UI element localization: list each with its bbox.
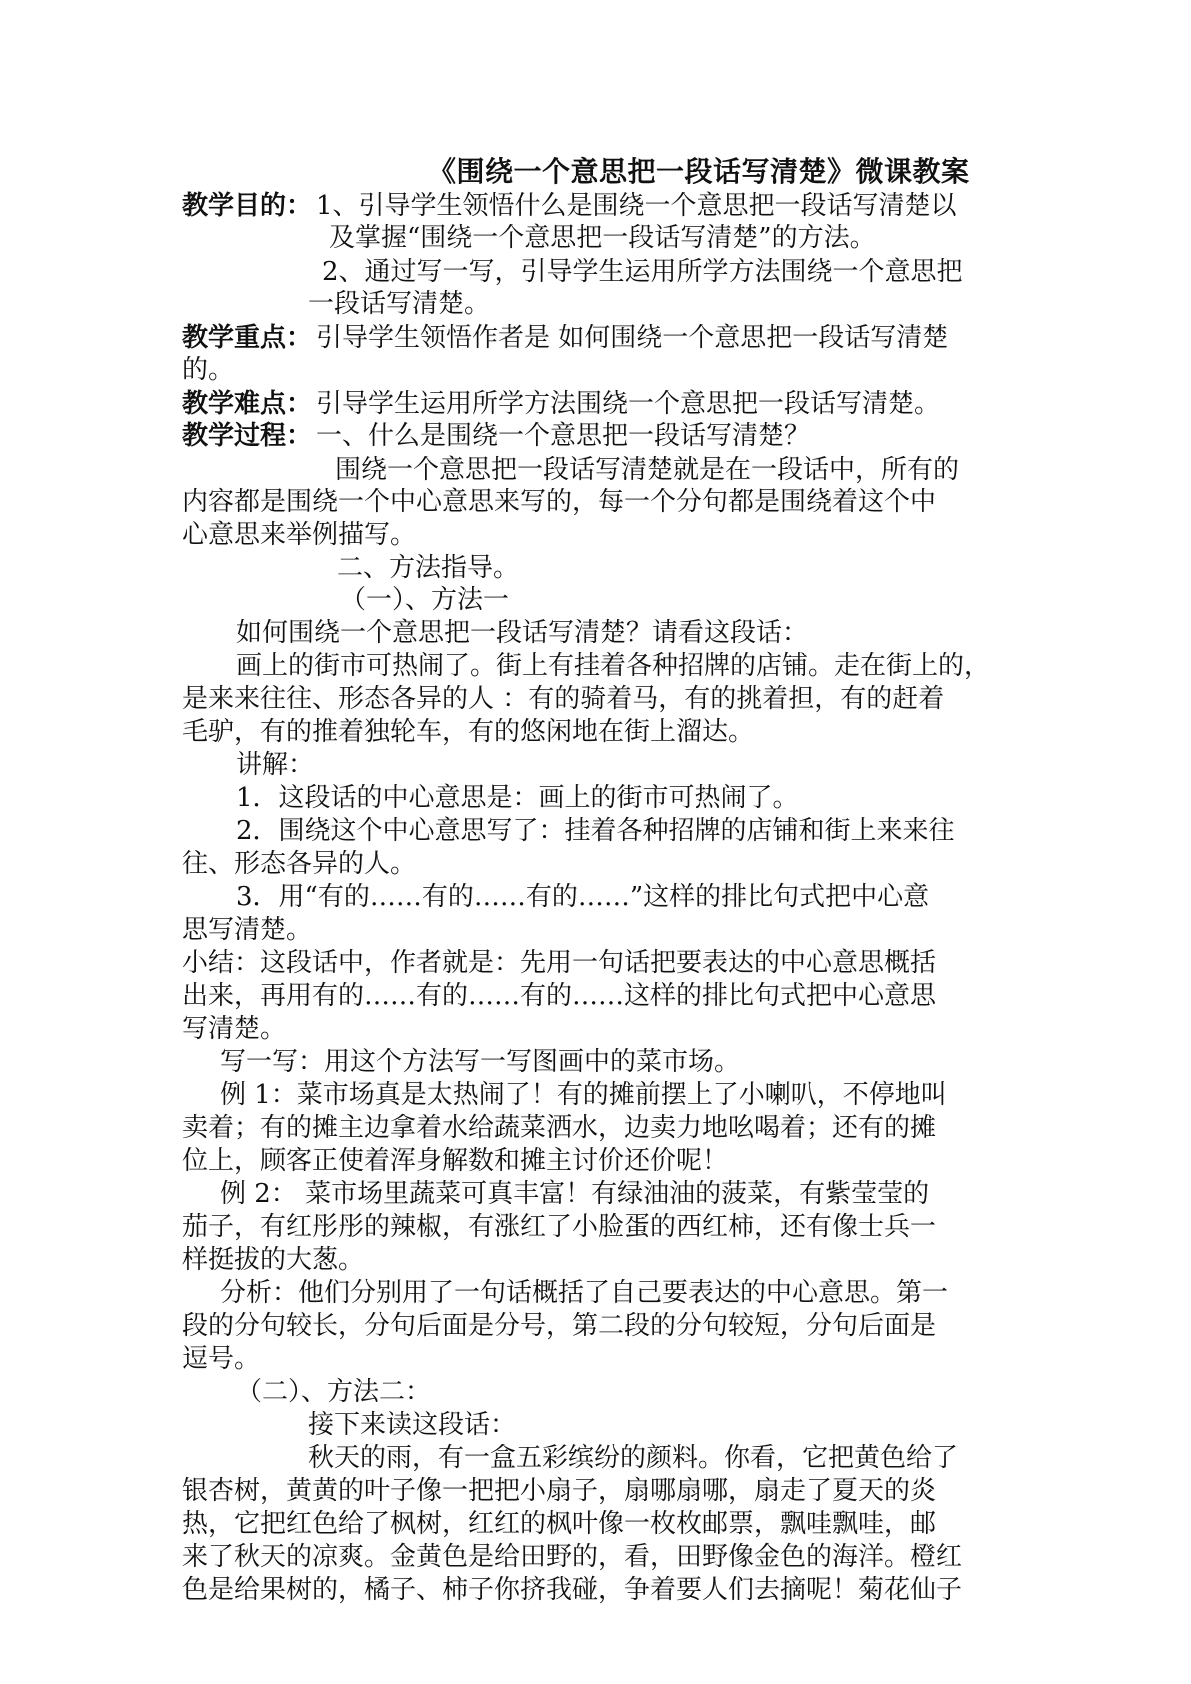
body-line: 3．用“有的……有的……有的……”这样的排比句式把中心意 (236, 882, 930, 912)
body-line: 茄子，有红彤彤的辣椒，有涨红了小脸蛋的西红柿，还有像士兵一 (182, 1212, 937, 1242)
body-line: 2．围绕这个中心意思写了：挂着各种招牌的店铺和街上来来往 (236, 816, 955, 846)
body-line: 接下来读这段话： (308, 1410, 517, 1440)
body-line: 卖着；有的摊主边拿着水给蔬菜洒水，边卖力地吆喝着；还有的摊 (182, 1113, 937, 1143)
process-label: 教学过程： (182, 421, 313, 451)
key-point-label: 教学重点： (182, 323, 313, 353)
body-line: 小结：这段话中，作者就是：先用一句话把要表达的中心意思概括 (182, 948, 937, 978)
body-line: 围绕一个意思把一段话写清楚就是在一段话中，所有的 (335, 455, 960, 485)
body-line: 内容都是围绕一个中心意思来写的，每一个分句都是围绕着这个中 (182, 487, 937, 517)
body-line: 分析：他们分别用了一句话概括了自己要表达的中心意思。第一 (220, 1278, 949, 1308)
objectives-line: 一段话写清楚。 (308, 289, 491, 319)
body-line: 如何围绕一个意思把一段话写清楚？请看这段话： (236, 618, 809, 648)
body-line: 讲解： (236, 750, 315, 780)
body-line: 来了秋天的凉爽。金黄色是给田野的，看，田野像金色的海洋。橙红 (182, 1542, 963, 1572)
body-line: 写清楚。 (182, 1014, 287, 1044)
difficulty-line: 引导学生运用所学方法围绕一个意思把一段话写清楚。 (316, 389, 941, 419)
body-line: 是来来往往、形态各异的人 ：有的骑着马，有的挑着担，有的赶着 (182, 684, 945, 714)
body-line: 毛驴，有的推着独轮车，有的悠闲地在街上溜达。 (182, 717, 755, 747)
body-line: 位上，顾客正使着浑身解数和摊主讨价还价呢！ (182, 1146, 729, 1176)
difficulty-label: 教学难点： (182, 389, 313, 419)
key-point-line: 的。 (182, 355, 235, 385)
body-line: 往、形态各异的人。 (182, 849, 417, 879)
body-line: 例 2： 菜市场里蔬菜可真丰富！有绿油油的菠菜，有紫莹莹的 (220, 1179, 930, 1209)
body-line: 段的分句较长，分句后面是分号，第二段的分句较短，分句后面是 (182, 1311, 937, 1341)
objectives-label: 教学目的： (182, 191, 313, 221)
body-line: 心意思来举例描写。 (182, 520, 417, 550)
body-line: 画上的街市可热闹了。街上有挂着各种招牌的店铺。走在街上的， (236, 651, 991, 681)
body-line: 例 1：菜市场真是太热闹了！有的摊前摆上了小喇叭，不停地叫 (220, 1080, 947, 1110)
body-line: 思写清楚。 (182, 915, 313, 945)
process-line: 一、什么是围绕一个意思把一段话写清楚？ (316, 421, 811, 451)
body-line: 银杏树，黄黄的叶子像一把把小扇子，扇哪扇哪，扇走了夏天的炎 (182, 1476, 937, 1506)
objectives-line: 及掌握“围绕一个意思把一段话写清楚”的方法。 (329, 223, 876, 253)
body-line: 热，它把红色给了枫树，红红的枫叶像一枚枚邮票，飘哇飘哇，邮 (182, 1509, 937, 1539)
body-line: 秋天的雨，有一盒五彩缤纷的颜料。你看，它把黄色给了 (308, 1443, 959, 1473)
subsection-heading: （二）、方法二： (236, 1377, 432, 1407)
key-point-line: 引导学生领悟作者是 如何围绕一个意思把一段话写清楚 (316, 323, 949, 353)
document-title: 《围绕一个意思把一段话写清楚》微课教案 (428, 155, 970, 188)
body-line: 1．这段话的中心意思是：画上的街市可热闹了。 (236, 783, 799, 813)
body-line: 逗号。 (182, 1344, 261, 1374)
body-line: 样挺拔的大葱。 (182, 1245, 365, 1275)
body-line: 写一写：用这个方法写一写图画中的菜市场。 (220, 1047, 741, 1077)
body-line: 出来，再用有的……有的……有的……这样的排比句式把中心意思 (182, 981, 937, 1011)
objectives-line: 2、通过写一写，引导学生运用所学方法围绕一个意思把 (322, 257, 963, 287)
objectives-line: 1、引导学生领悟什么是围绕一个意思把一段话写清楚以 (316, 191, 957, 221)
body-line: 色是给果树的，橘子、柿子你挤我碰，争着要人们去摘呢！菊花仙子 (182, 1575, 963, 1605)
section-heading: 二、方法指导。 (337, 553, 520, 583)
subsection-heading: （一）、方法一 (340, 585, 510, 615)
